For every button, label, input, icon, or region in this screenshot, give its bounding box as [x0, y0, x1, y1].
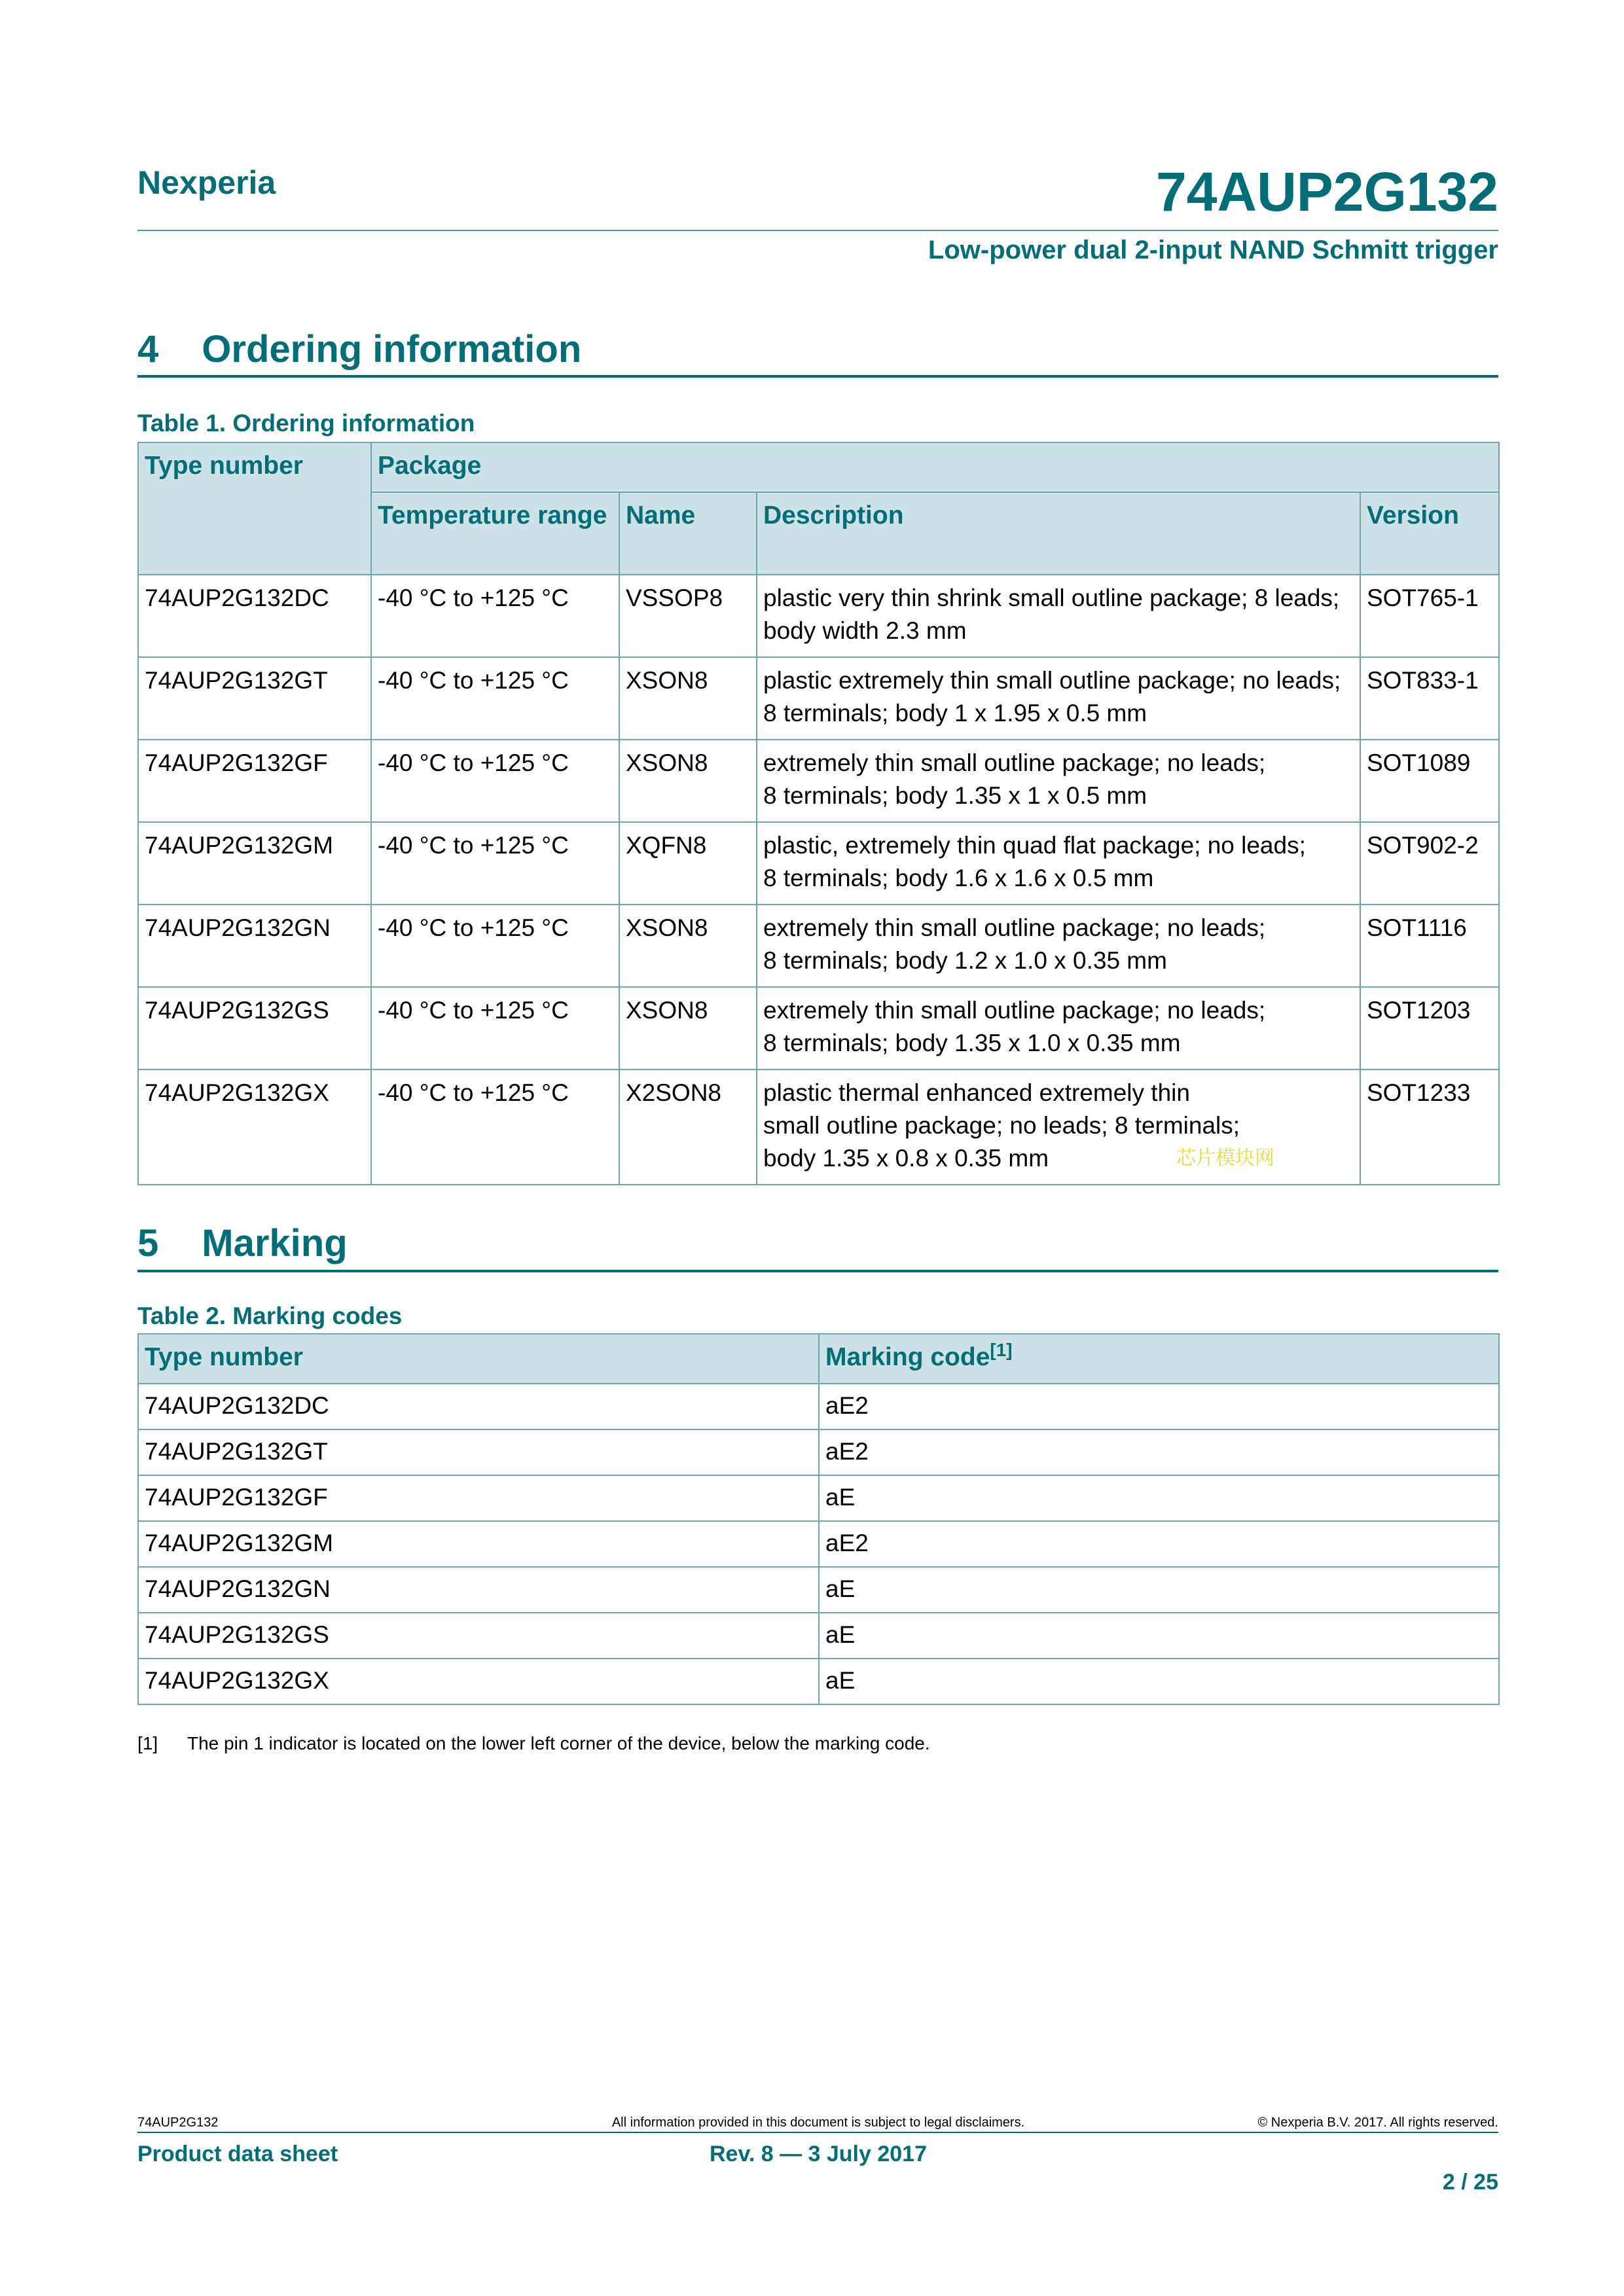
description-line: 8 terminals; body 1.35 x 1.0 x 0.35 mm — [763, 1030, 1181, 1056]
header-name: Name — [619, 492, 757, 575]
type-number-cell: 74AUP2G132GN — [138, 1567, 819, 1613]
section-number: 5 — [137, 1222, 159, 1265]
type-number-cell: 74AUP2G132GS — [138, 1613, 819, 1659]
marking-codes-table — [137, 1333, 1500, 1705]
type-number-cell: 74AUP2G132GX — [138, 1659, 819, 1704]
footnote-marker: [1] — [137, 1733, 158, 1753]
description-cell — [757, 657, 1360, 740]
description-cell — [757, 987, 1360, 1069]
temperature-cell: -40 °C to +125 °C — [371, 657, 619, 740]
description-cell — [757, 905, 1360, 987]
version-cell: SOT1116 — [1360, 905, 1499, 987]
package-name-cell: VSSOP8 — [619, 575, 757, 657]
table-row — [138, 1613, 1499, 1659]
type-number-cell: 74AUP2G132GS — [138, 987, 371, 1069]
watermark: 芯片模块网 — [1176, 1147, 1274, 1169]
type-number-cell: 74AUP2G132DC — [138, 1384, 819, 1429]
temperature-cell: -40 °C to +125 °C — [371, 822, 619, 905]
version-cell: SOT833-1 — [1360, 657, 1499, 740]
version-cell: SOT1203 — [1360, 987, 1499, 1069]
description-line: body 1.35 x 0.8 x 0.35 mm — [763, 1145, 1049, 1172]
type-number-cell: 74AUP2G132GM — [138, 822, 371, 905]
description-line: plastic thermal enhanced extremely thin — [763, 1079, 1190, 1106]
temperature-cell: -40 °C to +125 °C — [371, 987, 619, 1069]
section-title: Ordering information — [202, 328, 582, 370]
marking-code-label: Marking code — [825, 1343, 990, 1371]
table-row — [138, 822, 1499, 905]
description-line: 8 terminals; body 1.6 x 1.6 x 0.5 mm — [763, 865, 1154, 891]
marking-code-cell: aE2 — [819, 1429, 1499, 1475]
description-line: 8 terminals; body 1.35 x 1 x 0.5 mm — [763, 782, 1147, 809]
footnote — [137, 1733, 930, 1754]
version-cell: SOT902-2 — [1360, 822, 1499, 905]
table-row — [138, 657, 1499, 740]
description-line: plastic, extremely thin quad flat package; no leads; — [763, 832, 1306, 859]
table-row — [138, 1567, 1499, 1613]
description-line: 8 terminals; body 1.2 x 1.0 x 0.35 mm — [763, 947, 1167, 974]
marking-code-cell: aE2 — [819, 1521, 1499, 1567]
footer-copyright: © Nexperia B.V. 2017. All rights reserved. — [1257, 2115, 1498, 2130]
ordering-information-table — [137, 442, 1500, 1185]
type-number-cell: 74AUP2G132GN — [138, 905, 371, 987]
table-1-caption: Table 1. Ordering information — [137, 410, 475, 437]
type-number-cell: 74AUP2G132GX — [138, 1069, 371, 1185]
temperature-cell: -40 °C to +125 °C — [371, 575, 619, 657]
type-number-cell: 74AUP2G132GM — [138, 1521, 819, 1567]
table-2-caption: Table 2. Marking codes — [137, 1302, 403, 1329]
brand-name: Nexperia — [137, 164, 276, 201]
description-cell — [757, 1069, 1360, 1185]
marking-code-cell: aE — [819, 1475, 1499, 1521]
type-number-cell: 74AUP2G132GT — [138, 657, 371, 740]
package-name-cell: XSON8 — [619, 740, 757, 822]
header-type-number: Type number — [138, 1334, 819, 1384]
part-number-title: 74AUP2G132 — [1156, 161, 1498, 223]
table-row — [138, 1475, 1499, 1521]
section-5-rule — [137, 1270, 1498, 1272]
header-divider — [137, 230, 1498, 231]
package-name-cell: XQFN8 — [619, 822, 757, 905]
footer-doc-type: Product data sheet — [137, 2142, 338, 2166]
table-row — [138, 1521, 1499, 1567]
description-line: extremely thin small outline package; no leads; — [763, 997, 1266, 1024]
page-number: 2 / 25 — [1442, 2170, 1498, 2195]
description-line: extremely thin small outline package; no leads; — [763, 914, 1266, 941]
package-name-cell: XSON8 — [619, 987, 757, 1069]
table-row — [138, 1429, 1499, 1475]
section-4-heading — [137, 327, 581, 371]
description-line: plastic extremely thin small outline package; no leads; — [763, 667, 1341, 694]
footer-rule — [137, 2132, 1498, 2133]
footnote-text: The pin 1 indicator is located on the lower left corner of the device, below the marking code. — [187, 1733, 930, 1753]
version-cell: SOT1233 — [1360, 1069, 1499, 1185]
temperature-cell: -40 °C to +125 °C — [371, 905, 619, 987]
marking-code-cell: aE — [819, 1659, 1499, 1704]
type-number-cell: 74AUP2G132DC — [138, 575, 371, 657]
section-number: 4 — [137, 328, 159, 370]
header-package: Package — [371, 442, 1499, 492]
footer-revision: Rev. 8 — 3 July 2017 — [709, 2142, 927, 2166]
version-cell: SOT1089 — [1360, 740, 1499, 822]
table-row — [138, 740, 1499, 822]
package-name-cell: XSON8 — [619, 657, 757, 740]
footer-part-number: 74AUP2G132 — [137, 2115, 219, 2130]
table-row — [138, 987, 1499, 1069]
package-name-cell: X2SON8 — [619, 1069, 757, 1185]
header-version: Version — [1360, 492, 1499, 575]
description-line: small outline package; no leads; 8 terminals; — [763, 1112, 1240, 1139]
footer-disclaimer: All information provided in this document is subject to legal disclaimers. — [611, 2115, 1025, 2130]
description-cell — [757, 740, 1360, 822]
header-marking-code — [819, 1334, 1499, 1384]
package-name-cell: XSON8 — [619, 905, 757, 987]
temperature-cell: -40 °C to +125 °C — [371, 1069, 619, 1185]
marking-code-cell: aE — [819, 1613, 1499, 1659]
table-row — [138, 1069, 1499, 1185]
table-row — [138, 575, 1499, 657]
marking-code-cell: aE — [819, 1567, 1499, 1613]
section-title: Marking — [202, 1222, 348, 1265]
header-temperature-range: Temperature range — [371, 492, 619, 575]
description-line: plastic very thin shrink small outline package; 8 leads; — [763, 584, 1340, 611]
temperature-cell: -40 °C to +125 °C — [371, 740, 619, 822]
table-row — [138, 905, 1499, 987]
header-type-number: Type number — [138, 442, 371, 575]
document-subtitle: Low-power dual 2-input NAND Schmitt trigger — [928, 236, 1498, 264]
type-number-cell: 74AUP2G132GT — [138, 1429, 819, 1475]
table-row — [138, 1384, 1499, 1429]
section-5-heading — [137, 1221, 348, 1265]
type-number-cell: 74AUP2G132GF — [138, 740, 371, 822]
type-number-cell: 74AUP2G132GF — [138, 1475, 819, 1521]
table-row — [138, 1659, 1499, 1704]
footnote-reference[interactable]: [1] — [990, 1340, 1013, 1360]
header-description: Description — [757, 492, 1360, 575]
description-line: 8 terminals; body 1 x 1.95 x 0.5 mm — [763, 700, 1147, 726]
description-cell — [757, 575, 1360, 657]
description-line: extremely thin small outline package; no leads; — [763, 749, 1266, 776]
description-line: body width 2.3 mm — [763, 617, 967, 644]
description-cell — [757, 822, 1360, 905]
marking-code-cell: aE2 — [819, 1384, 1499, 1429]
section-4-rule — [137, 375, 1498, 378]
version-cell: SOT765-1 — [1360, 575, 1499, 657]
